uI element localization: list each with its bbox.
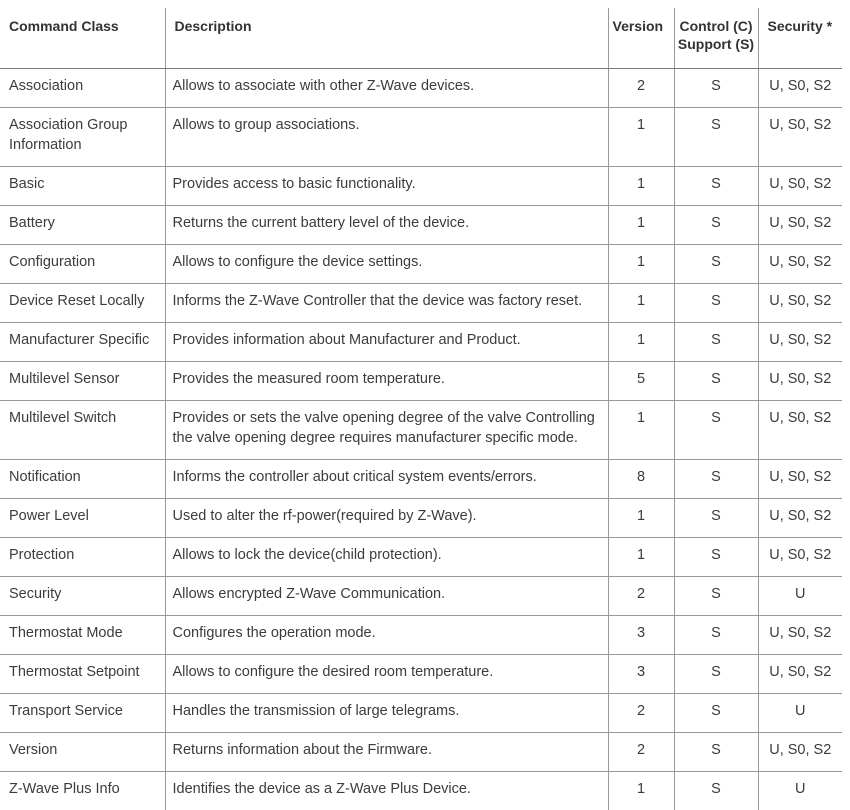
table-body bbox=[0, 69, 842, 810]
cell-description: Informs the Z-Wave Controller that the device was factory reset. bbox=[165, 284, 608, 323]
cell-command-class: Device Reset Locally bbox=[0, 284, 165, 323]
cell-command-class: Manufacturer Specific bbox=[0, 323, 165, 362]
header-description: Description bbox=[165, 8, 608, 69]
cell-version: 1 bbox=[608, 538, 674, 577]
cell-security: U, S0, S2 bbox=[758, 245, 842, 284]
cell-version: 3 bbox=[608, 616, 674, 655]
table-row bbox=[0, 616, 842, 655]
cell-security: U, S0, S2 bbox=[758, 538, 842, 577]
table-row bbox=[0, 245, 842, 284]
cell-security: U, S0, S2 bbox=[758, 69, 842, 108]
table-row bbox=[0, 655, 842, 694]
table-row bbox=[0, 401, 842, 460]
header-version: Version bbox=[608, 8, 674, 69]
cell-control-support: S bbox=[674, 167, 758, 206]
table-row bbox=[0, 538, 842, 577]
table-row bbox=[0, 362, 842, 401]
cell-command-class: Multilevel Switch bbox=[0, 401, 165, 460]
header-control-line2: Support (S) bbox=[678, 36, 754, 52]
cell-command-class: Notification bbox=[0, 460, 165, 499]
table-row bbox=[0, 499, 842, 538]
cell-control-support: S bbox=[674, 108, 758, 167]
cell-version: 1 bbox=[608, 499, 674, 538]
cell-description: Returns the current battery level of the device. bbox=[165, 206, 608, 245]
cell-control-support: S bbox=[674, 362, 758, 401]
cell-control-support: S bbox=[674, 616, 758, 655]
cell-security: U, S0, S2 bbox=[758, 323, 842, 362]
cell-control-support: S bbox=[674, 577, 758, 616]
cell-command-class: Thermostat Setpoint bbox=[0, 655, 165, 694]
cell-description: Allows to configure the desired room temperature. bbox=[165, 655, 608, 694]
cell-command-class: Transport Service bbox=[0, 694, 165, 733]
cell-description: Allows to lock the device(child protection). bbox=[165, 538, 608, 577]
cell-control-support: S bbox=[674, 323, 758, 362]
cell-command-class: Association Group Information bbox=[0, 108, 165, 167]
cell-version: 1 bbox=[608, 323, 674, 362]
cell-description: Identifies the device as a Z-Wave Plus Device. bbox=[165, 772, 608, 810]
header-security: Security * bbox=[758, 8, 842, 69]
cell-security: U bbox=[758, 772, 842, 810]
cell-description: Allows encrypted Z-Wave Communication. bbox=[165, 577, 608, 616]
cell-description: Provides or sets the valve opening degree of the valve Controlling the valve opening degree requires manufacturer specific mode. bbox=[165, 401, 608, 460]
cell-control-support: S bbox=[674, 538, 758, 577]
cell-control-support: S bbox=[674, 245, 758, 284]
cell-version: 1 bbox=[608, 284, 674, 323]
cell-security: U, S0, S2 bbox=[758, 108, 842, 167]
cell-security: U bbox=[758, 577, 842, 616]
cell-version: 1 bbox=[608, 245, 674, 284]
table-row bbox=[0, 206, 842, 245]
table-row bbox=[0, 733, 842, 772]
cell-version: 2 bbox=[608, 694, 674, 733]
cell-command-class: Configuration bbox=[0, 245, 165, 284]
cell-version: 5 bbox=[608, 362, 674, 401]
cell-description: Allows to configure the device settings. bbox=[165, 245, 608, 284]
cell-description: Provides the measured room temperature. bbox=[165, 362, 608, 401]
table-row bbox=[0, 460, 842, 499]
cell-security: U, S0, S2 bbox=[758, 655, 842, 694]
cell-command-class: Version bbox=[0, 733, 165, 772]
cell-security: U, S0, S2 bbox=[758, 206, 842, 245]
cell-command-class: Multilevel Sensor bbox=[0, 362, 165, 401]
cell-version: 2 bbox=[608, 69, 674, 108]
cell-version: 2 bbox=[608, 577, 674, 616]
cell-description: Provides information about Manufacturer and Product. bbox=[165, 323, 608, 362]
table-row bbox=[0, 167, 842, 206]
cell-control-support: S bbox=[674, 284, 758, 323]
table-row bbox=[0, 69, 842, 108]
cell-version: 1 bbox=[608, 772, 674, 810]
cell-description: Returns information about the Firmware. bbox=[165, 733, 608, 772]
cell-command-class: Security bbox=[0, 577, 165, 616]
header-control-support bbox=[674, 8, 758, 69]
cell-command-class: Power Level bbox=[0, 499, 165, 538]
table-row bbox=[0, 694, 842, 733]
cell-command-class: Battery bbox=[0, 206, 165, 245]
cell-control-support: S bbox=[674, 499, 758, 538]
table-row bbox=[0, 284, 842, 323]
cell-version: 8 bbox=[608, 460, 674, 499]
cell-description: Allows to group associations. bbox=[165, 108, 608, 167]
cell-version: 1 bbox=[608, 108, 674, 167]
cell-command-class: Basic bbox=[0, 167, 165, 206]
cell-control-support: S bbox=[674, 401, 758, 460]
cell-description: Informs the controller about critical system events/errors. bbox=[165, 460, 608, 499]
cell-description: Allows to associate with other Z-Wave devices. bbox=[165, 69, 608, 108]
table-row bbox=[0, 772, 842, 810]
header-command-class: Command Class bbox=[0, 8, 165, 69]
header-control-line1: Control (C) bbox=[679, 18, 752, 34]
cell-control-support: S bbox=[674, 694, 758, 733]
cell-description: Configures the operation mode. bbox=[165, 616, 608, 655]
cell-description: Used to alter the rf-power(required by Z-Wave). bbox=[165, 499, 608, 538]
cell-description: Provides access to basic functionality. bbox=[165, 167, 608, 206]
cell-control-support: S bbox=[674, 733, 758, 772]
cell-security: U, S0, S2 bbox=[758, 616, 842, 655]
cell-security: U, S0, S2 bbox=[758, 499, 842, 538]
table-row bbox=[0, 577, 842, 616]
cell-security: U, S0, S2 bbox=[758, 284, 842, 323]
cell-command-class: Protection bbox=[0, 538, 165, 577]
cell-security: U, S0, S2 bbox=[758, 401, 842, 460]
cell-security: U, S0, S2 bbox=[758, 733, 842, 772]
cell-command-class: Association bbox=[0, 69, 165, 108]
cell-security: U, S0, S2 bbox=[758, 167, 842, 206]
command-class-table bbox=[0, 8, 842, 810]
cell-control-support: S bbox=[674, 460, 758, 499]
cell-security: U, S0, S2 bbox=[758, 362, 842, 401]
cell-version: 1 bbox=[608, 401, 674, 460]
cell-version: 2 bbox=[608, 733, 674, 772]
cell-security: U bbox=[758, 694, 842, 733]
cell-control-support: S bbox=[674, 206, 758, 245]
header-row bbox=[0, 8, 842, 69]
cell-version: 3 bbox=[608, 655, 674, 694]
cell-command-class: Thermostat Mode bbox=[0, 616, 165, 655]
table-row bbox=[0, 323, 842, 362]
cell-version: 1 bbox=[608, 206, 674, 245]
cell-control-support: S bbox=[674, 69, 758, 108]
cell-command-class: Z-Wave Plus Info bbox=[0, 772, 165, 810]
table-row bbox=[0, 108, 842, 167]
table-header bbox=[0, 8, 842, 69]
cell-control-support: S bbox=[674, 655, 758, 694]
cell-version: 1 bbox=[608, 167, 674, 206]
cell-security: U, S0, S2 bbox=[758, 460, 842, 499]
cell-description: Handles the transmission of large telegrams. bbox=[165, 694, 608, 733]
cell-control-support: S bbox=[674, 772, 758, 810]
